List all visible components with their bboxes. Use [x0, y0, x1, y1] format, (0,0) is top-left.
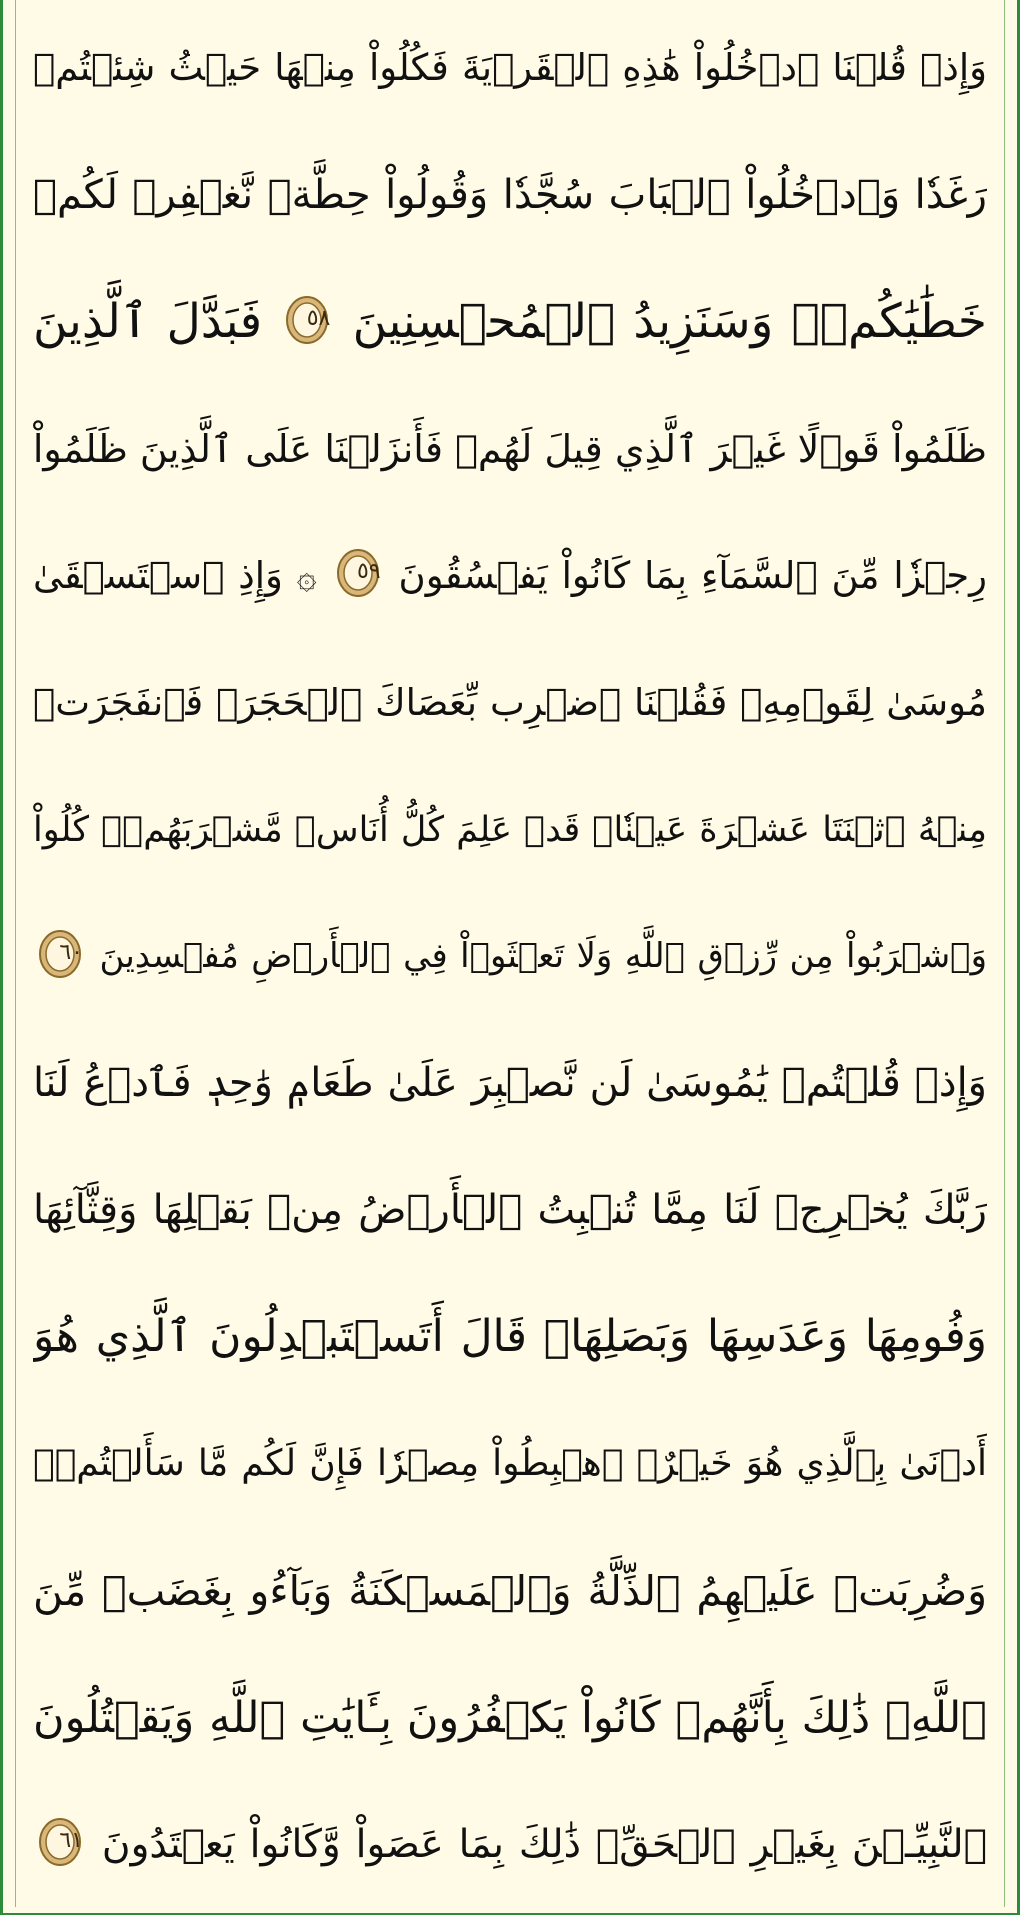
verse-text: فَبَدَّلَ ٱلَّذِينَ: [33, 293, 263, 349]
verse-line: [33, 1416, 987, 1512]
verse-line: [33, 782, 987, 878]
verse-text: وَفُومِهَا وَعَدَسِهَا وَبَصَلِهَاۖ قَالَ أَتَسۡتَبۡدِلُونَ ٱلَّذِي هُوَ: [33, 1311, 987, 1363]
verse-text: رِجۡزٗا مِّنَ ٱلسَّمَآءِ بِمَا كَانُواْ يَفۡسُقُونَ: [398, 553, 987, 597]
verse-text: ٱللَّهِۗ ذَٰلِكَ بِأَنَّهُمۡ كَانُواْ يَكۡفُرُونَ بِـَٔايَٰتِ ٱللَّهِ وَيَقۡتُلُونَ: [33, 1692, 987, 1743]
verse-line: [33, 1289, 987, 1385]
verse-line: [33, 1543, 987, 1639]
verse-lines: [33, 0, 987, 1915]
ayah-number-marker: [37, 929, 83, 979]
rub-el-hizb-icon: ۞: [296, 556, 317, 597]
verse-text: وَضُرِبَتۡ عَلَيۡهِمُ ٱلذِّلَّةُ وَٱلۡمَسۡكَنَةُ وَبَآءُو بِغَضَبٖ مِّنَ: [33, 1567, 987, 1616]
verse-text: مِنۡهُ ٱثۡنَتَا عَشۡرَةَ عَيۡنٗاۖ قَدۡ عَلِمَ كُلُّ أُنَاسٖ مَّشۡرَبَهُمۡۖ كُلُواْ: [33, 809, 987, 850]
ayah-number: ٥٨: [306, 306, 331, 332]
ayah-number-marker: [335, 548, 381, 598]
ayah-number: ٦١: [59, 1828, 83, 1854]
verse-text: وَٱشۡرَبُواْ مِن رِّزۡقِ ٱللَّهِ وَلَا تَعۡثَوۡاْ فِي ٱلۡأَرۡضِ مُفۡسِدِينَ: [99, 936, 987, 977]
verse-text: رَبَّكَ يُخۡرِجۡ لَنَا مِمَّا تُنۢبِتُ ٱلۡأَرۡضُ مِنۢ بَقۡلِهَا وَقِثَّآئِهَا: [33, 1187, 987, 1234]
verse-line: [33, 20, 987, 116]
ayah-number-marker: [37, 1817, 83, 1867]
verse-line: [33, 1797, 987, 1893]
verse-text: مُوسَىٰ لِقَوۡمِهِۦ فَقُلۡنَا ٱضۡرِب بِّعَصَاكَ ٱلۡحَجَرَۖ فَٱنفَجَرَتۡ: [33, 680, 987, 724]
verse-line: [33, 274, 987, 370]
verse-text: وَإِذۡ قُلۡنَا ٱدۡخُلُواْ هَٰذِهِ ٱلۡقَرۡيَةَ فَكُلُواْ مِنۡهَا حَيۡثُ شِئۡتُمۡ: [33, 46, 987, 89]
verse-text: أَدۡنَىٰ بِٱلَّذِي هُوَ خَيۡرٌۚ ٱهۡبِطُواْ مِصۡرٗا فَإِنَّ لَكُم مَّا سَأَلۡتُمۡۗ: [33, 1443, 987, 1485]
verse-line: [33, 528, 987, 624]
verse-text: ظَلَمُواْ قَوۡلًا غَيۡرَ ٱلَّذِي قِيلَ لَهُمۡ فَأَنزَلۡنَا عَلَى ٱلَّذِينَ ظَلَمُواْ: [33, 426, 987, 471]
verse-text: وَإِذِ ٱسۡتَسۡقَىٰ: [33, 553, 283, 597]
verse-text: ٱلنَّبِيِّـۧنَ بِغَيۡرِ ٱلۡحَقِّۗ ذَٰلِكَ بِمَا عَصَواْ وَّكَانُواْ يَعۡتَدُونَ: [101, 1821, 987, 1867]
verse-text: خَطَٰيَٰكُمۡۚ وَسَنَزِيدُ ٱلۡمُحۡسِنِينَ: [352, 293, 987, 349]
verse-line: [33, 655, 987, 751]
verse-line: [33, 1035, 987, 1131]
verse-text: رَغَدٗا وَٱدۡخُلُواْ ٱلۡبَابَ سُجَّدٗا وَقُولُواْ حِطَّةٞ نَّغۡفِرۡ لَكُمۡ: [33, 171, 987, 218]
verse-text: وَإِذۡ قُلۡتُمۡ يَٰمُوسَىٰ لَن نَّصۡبِرَ عَلَىٰ طَعَامٖ وَٰحِدٖ فَٱدۡعُ لَنَا: [33, 1060, 987, 1107]
verse-line: [33, 401, 987, 497]
verse-line: [33, 908, 987, 1004]
verse-line: [33, 1162, 987, 1258]
ayah-number: ٦٠: [59, 939, 83, 965]
verse-line: [33, 1670, 987, 1766]
ayah-number: ٥٩: [356, 559, 381, 585]
verse-line: [33, 147, 987, 243]
ayah-number-marker: [284, 295, 330, 345]
